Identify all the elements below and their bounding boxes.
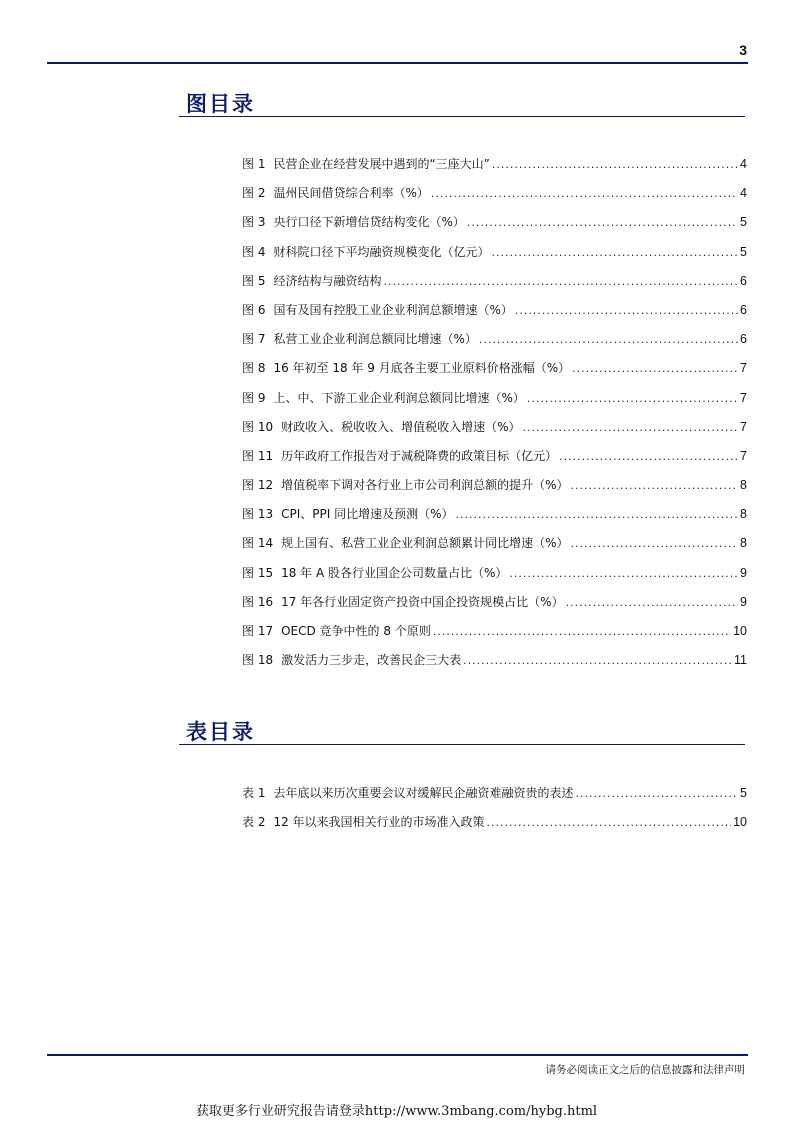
toc-entry-page: 5: [740, 244, 747, 259]
toc-dot-leader: [467, 216, 738, 229]
toc-dot-leader: [491, 246, 738, 259]
toc-entry[interactable]: [242, 330, 747, 359]
toc-entry[interactable]: [242, 243, 747, 272]
toc-entry-label: 图 3: [242, 215, 266, 230]
toc-entry-page: 11: [734, 653, 747, 668]
toc-entry-label: 图 1: [242, 157, 266, 171]
toc-entry-title: 经济结构与融资结构: [273, 273, 382, 288]
toc-entry-page: 7: [740, 448, 747, 463]
legal-disclaimer: 请务必阅读正文之后的信息披露和法律声明: [545, 1064, 745, 1076]
toc-entry-page: 10: [733, 624, 747, 638]
toc-entry-page: 8: [740, 507, 747, 522]
figures-section-rule: [179, 116, 745, 117]
toc-entry[interactable]: [242, 593, 747, 622]
toc-entry-page: 4: [740, 186, 747, 201]
toc-dot-leader: [433, 625, 731, 638]
toc-entry-page: 6: [740, 273, 747, 288]
toc-entry-title: 历年政府工作报告对于减税降费的政策目标（亿元）: [281, 448, 558, 463]
toc-dot-leader: [559, 450, 738, 463]
toc-entry[interactable]: [242, 651, 747, 680]
toc-entry-title: 国有及国有控股工业企业利润总额增速（%）: [273, 302, 513, 317]
toc-entry-title: 去年底以来历次重要会议对缓解民企融资难融资贵的表述: [273, 786, 574, 800]
page-number: 3: [739, 42, 747, 58]
toc-entry-title: 16 年初至 18 年 9 月底各主要工业原料价格涨幅（%）: [273, 361, 571, 376]
toc-entry-label: 图 8: [242, 361, 266, 376]
toc-entry-label: 图 13: [242, 507, 274, 522]
toc-dot-leader: [575, 787, 738, 800]
toc-entry-page: 10: [733, 815, 747, 830]
toc-entry-title: 12 年以来我国相关行业的市场准入政策: [273, 815, 485, 830]
toc-entry-label: 图 15: [242, 565, 274, 580]
toc-entry-title: CPI、PPI 同比增速及预测（%）: [281, 507, 454, 522]
tables-section-title: 表目录: [186, 719, 255, 744]
toc-entry[interactable]: [242, 813, 747, 842]
toc-entry-label: 图 17: [242, 624, 274, 638]
toc-entry-label: 图 16: [242, 594, 274, 609]
header-rule: [47, 62, 748, 64]
toc-entry-label: 图 14: [242, 536, 274, 551]
toc-dot-leader: [492, 158, 738, 171]
toc-dot-leader: [431, 187, 738, 200]
toc-dot-leader: [383, 275, 738, 288]
toc-dot-leader: [572, 362, 738, 375]
toc-dot-leader: [463, 654, 732, 667]
toc-entry-label: 图 10: [242, 419, 274, 434]
toc-entry-title: 规上国有、私营工业企业利润总额累计同比增速（%）: [281, 536, 569, 551]
toc-dot-leader: [527, 392, 738, 405]
tables-section-rule: [179, 744, 745, 745]
toc-entry-label: 图 5: [242, 273, 266, 288]
toc-entry-title: 上、中、下游工业企业利润总额同比增速（%）: [273, 390, 525, 405]
toc-dot-leader: [523, 421, 739, 434]
toc-dot-leader: [487, 816, 732, 829]
toc-entry-label: 图 4: [242, 244, 266, 259]
toc-entry-page: 4: [740, 157, 747, 171]
toc-dot-leader: [479, 333, 738, 346]
toc-entry-title: 增值税率下调对各行业上市公司利润总额的提升（%）: [281, 478, 569, 493]
figures-toc-list: [242, 155, 747, 680]
toc-entry[interactable]: [242, 564, 747, 593]
toc-entry-label: 图 6: [242, 302, 266, 317]
toc-entry-title: 激发活力三步走，改善民企三大表: [281, 653, 462, 668]
toc-entry[interactable]: [242, 534, 747, 563]
toc-dot-leader: [515, 304, 738, 317]
toc-entry-label: 图 12: [242, 478, 274, 493]
toc-entry[interactable]: [242, 476, 747, 505]
toc-entry-label: 图 2: [242, 186, 266, 201]
toc-entry-title: OECD 竞争中性的 8 个原则: [281, 624, 431, 638]
toc-entry-label: 图 9: [242, 390, 266, 405]
toc-entry-title: 18 年 A 股各行业国企公司数量占比（%）: [281, 565, 508, 580]
toc-entry-title: 温州民间借贷综合利率（%）: [273, 186, 429, 201]
toc-entry[interactable]: [242, 359, 747, 388]
toc-entry-page: 6: [740, 302, 747, 317]
toc-entry[interactable]: [242, 389, 747, 418]
toc-entry-page: 8: [740, 536, 747, 551]
toc-entry-label: 图 11: [242, 448, 274, 463]
toc-entry-page: 7: [740, 361, 747, 376]
toc-entry-label: 表 1: [242, 786, 266, 800]
toc-entry-page: 6: [740, 332, 747, 347]
toc-entry-page: 7: [740, 390, 747, 405]
toc-entry-label: 图 7: [242, 332, 266, 347]
toc-entry-title: 私营工业企业利润总额同比增速（%）: [273, 332, 477, 347]
toc-entry[interactable]: [242, 418, 747, 447]
tables-toc-list: [242, 784, 747, 842]
toc-entry-title: 财政收入、税收收入、增值税收入增速（%）: [281, 419, 521, 434]
toc-entry-page: 7: [740, 419, 747, 434]
toc-entry[interactable]: [242, 622, 747, 651]
toc-entry-title: 17 年各行业固定资产投资中国企投资规模占比（%）: [281, 594, 564, 609]
toc-entry-title: 财科院口径下平均融资规模变化（亿元）: [273, 244, 490, 259]
toc-dot-leader: [571, 537, 739, 550]
toc-dot-leader: [571, 479, 739, 492]
toc-entry[interactable]: [242, 784, 747, 813]
toc-entry-page: 9: [740, 565, 747, 580]
toc-entry[interactable]: [242, 301, 747, 330]
toc-entry[interactable]: [242, 272, 747, 301]
toc-entry-label: 表 2: [242, 815, 266, 830]
toc-entry-page: 8: [740, 478, 747, 493]
footer-rule: [47, 1054, 748, 1056]
toc-dot-leader: [455, 508, 738, 521]
toc-entry-title: 央行口径下新增信贷结构变化（%）: [273, 215, 465, 230]
toc-entry-page: 5: [740, 786, 747, 800]
toc-dot-leader: [566, 596, 738, 609]
footer-link[interactable]: 获取更多行业研究报告请登录http://www.3mbang.com/hybg.html: [195, 1104, 598, 1119]
toc-entry-page: 9: [740, 594, 747, 609]
toc-entry[interactable]: [242, 505, 747, 534]
toc-entry[interactable]: [242, 213, 747, 242]
toc-entry[interactable]: [242, 447, 747, 476]
toc-entry-page: 5: [740, 215, 747, 230]
toc-entry[interactable]: [242, 155, 747, 184]
figures-section-title: 图目录: [186, 91, 255, 116]
toc-entry-label: 图 18: [242, 653, 274, 668]
toc-entry-title: 民营企业在经营发展中遇到的“三座大山”: [273, 157, 490, 171]
toc-dot-leader: [509, 567, 738, 580]
toc-entry[interactable]: [242, 184, 747, 213]
